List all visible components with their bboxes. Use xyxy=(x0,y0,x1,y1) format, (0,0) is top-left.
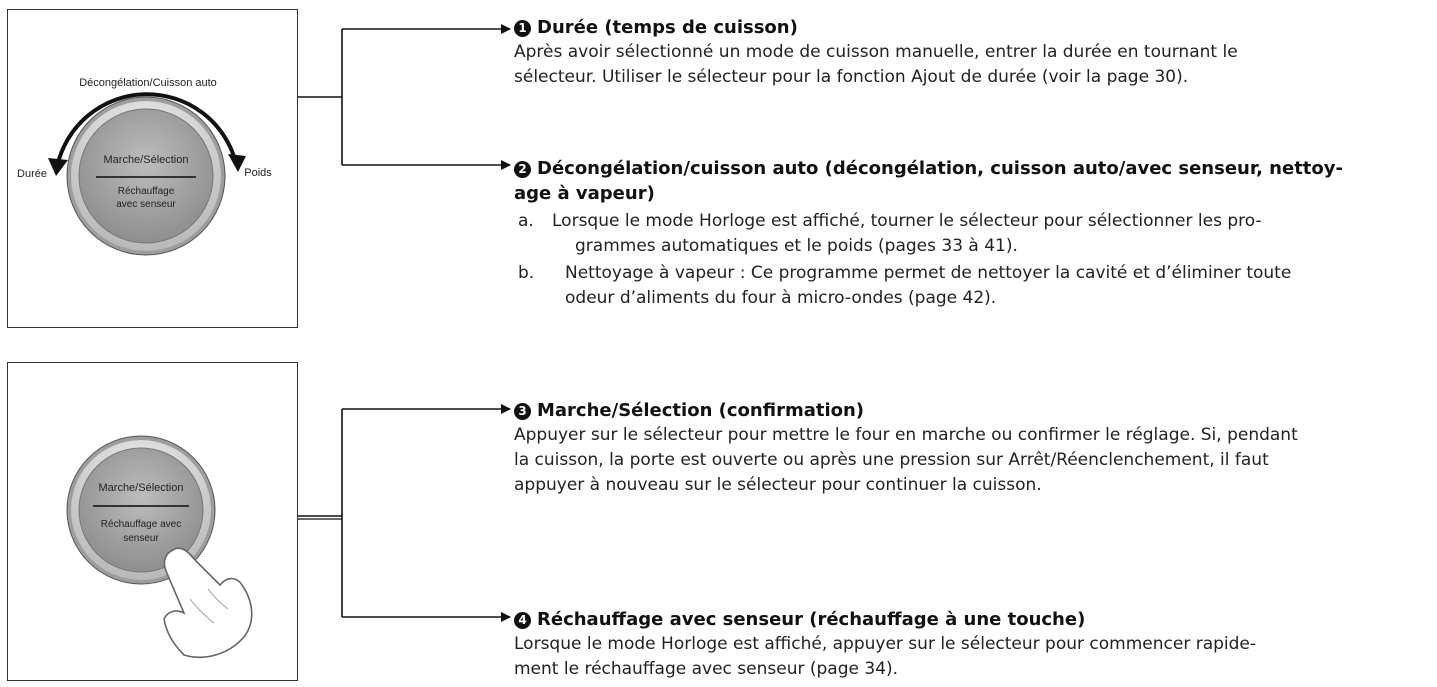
section-sensor-reheat xyxy=(514,607,1429,682)
knob-top-label: Marche/Sélection xyxy=(98,482,184,494)
dial-diagram-rotate xyxy=(7,9,298,328)
number-badge: 4 xyxy=(514,612,531,629)
body-line: appuyer à nouveau sur le sélecteur pour continuer la cuisson. xyxy=(514,475,1042,495)
list-line: odeur d’aliments du four à micro-ondes (page 42). xyxy=(565,288,997,308)
list-line: Lorsque le mode Horloge est affiché, tourner le sélecteur pour sélectionner les pro- xyxy=(552,211,1262,231)
right-label: Poids xyxy=(244,167,272,179)
section-duration xyxy=(514,15,1429,90)
section-heading xyxy=(514,607,1429,632)
knob-bottom-label-1: Réchauffage avec xyxy=(100,519,182,530)
knob-bottom-label-2: senseur xyxy=(123,533,159,544)
left-label: Durée xyxy=(17,168,47,180)
body-line: ment le réchauffage avec senseur (page 34). xyxy=(514,659,899,679)
heading-text: Durée (temps de cuisson) xyxy=(537,17,798,38)
section-heading xyxy=(514,156,1429,181)
list-item xyxy=(514,209,1429,259)
body-line: la cuisson, la porte est ouverte ou après une pression sur Arrêt/Réenclenchement, il faut xyxy=(514,450,1269,470)
heading-text-continued: age à vapeur) xyxy=(514,183,655,204)
heading-text: Réchauffage avec senseur (réchauffage à une touche) xyxy=(537,609,1086,630)
knob-bottom-label-1: Réchauffage xyxy=(117,186,175,197)
list-item xyxy=(514,261,1429,311)
list-line: Nettoyage à vapeur : Ce programme permet de nettoyer la cavité et d’éliminer toute xyxy=(565,263,1292,283)
heading-text: Marche/Sélection (confirmation) xyxy=(537,400,865,421)
section-start-select xyxy=(514,398,1429,498)
body-line: Lorsque le mode Horloge est affiché, appuyer sur le sélecteur pour commencer rapide- xyxy=(514,634,1257,654)
list-marker: b. xyxy=(518,263,535,283)
heading-text: Décongélation/cuisson auto (décongélation, cuisson auto/avec senseur, nettoy- xyxy=(537,158,1343,179)
number-badge: 3 xyxy=(514,403,531,420)
knob-bottom-label-2: avec senseur xyxy=(116,199,176,210)
knob-top-label: Marche/Sélection xyxy=(103,154,189,166)
section-defrost-auto xyxy=(514,156,1429,311)
body-line: Après avoir sélectionné un mode de cuisson manuelle, entrer la durée en tournant le xyxy=(514,42,1238,62)
section-heading xyxy=(514,398,1429,423)
list-marker: a. xyxy=(518,211,534,231)
section-heading xyxy=(514,15,1429,40)
list-line: grammes automatiques et le poids (pages 33 à 41). xyxy=(575,236,1018,256)
number-badge: 1 xyxy=(514,20,531,37)
number-badge: 2 xyxy=(514,161,531,178)
pressing-hand-icon xyxy=(164,548,252,657)
dial-diagram-press xyxy=(7,362,298,681)
arc-label: Décongélation/Cuisson auto xyxy=(79,77,217,89)
body-line: Appuyer sur le sélecteur pour mettre le four en marche ou confirmer le réglage. Si, pendant xyxy=(514,425,1298,445)
body-line: sélecteur. Utiliser le sélecteur pour la fonction Ajout de durée (voir la page 30). xyxy=(514,67,1189,87)
